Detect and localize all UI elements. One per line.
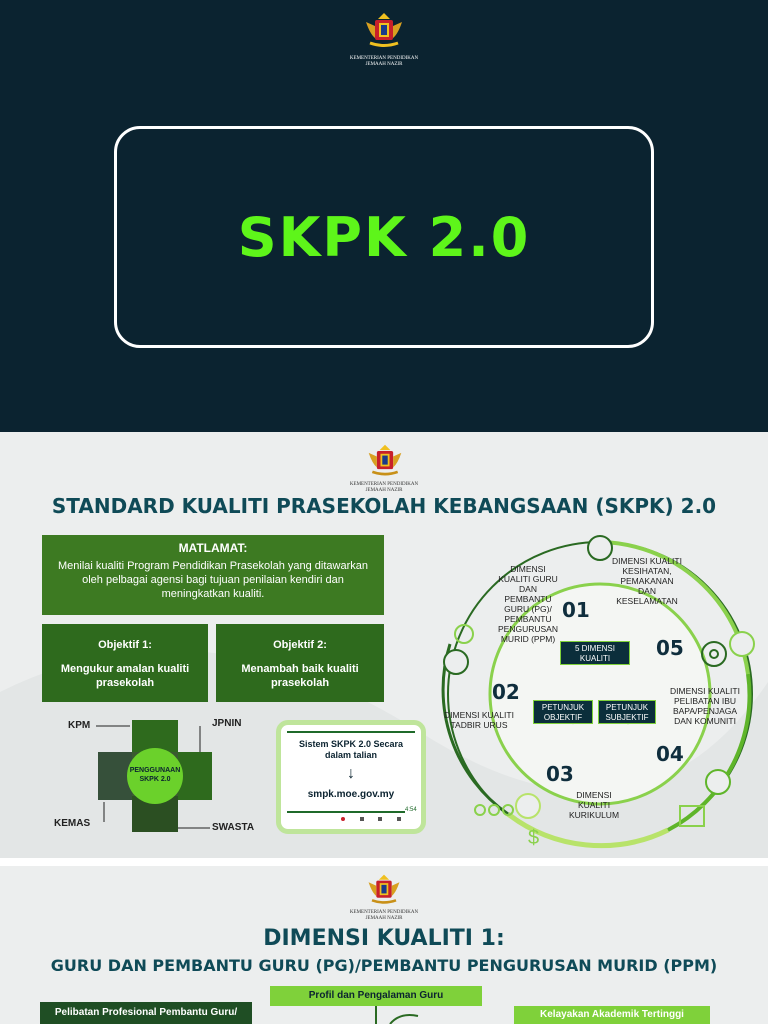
- people-icon: [475, 805, 485, 815]
- slide-heading: DIMENSI KUALITI 1:: [263, 926, 505, 951]
- save-icon[interactable]: [397, 817, 401, 821]
- slide-gap: [0, 858, 768, 866]
- like-icon[interactable]: [341, 817, 345, 821]
- comment-icon[interactable]: [360, 817, 364, 821]
- objektif-1-heading: Objektif 1:: [98, 639, 152, 651]
- dimensi-01-text: DIMENSI KUALITI GURU DAN PEMBANTU GURU (PG)/ PEMBANTU PENGURUSAN MURID (PPM): [498, 564, 558, 644]
- title-frame: [114, 126, 654, 348]
- share-icon[interactable]: [378, 817, 382, 821]
- slide-dimensi-kualiti-1: [0, 866, 768, 1024]
- card-rule: [287, 731, 415, 733]
- slide-standard-kualiti: [0, 432, 768, 858]
- petunjuk-subjektif-box: PETUNJUK SUBJEKTIF: [598, 700, 656, 724]
- sistem-url-link[interactable]: smpk.moe.gov.my: [307, 789, 395, 800]
- matlamat-text: Menilai kualiti Program Pendidikan Prasekolah yang ditawarkan oleh pelbagai agensi bagi tujuan penilaian kendiri dan meningkatkan kualiti.: [58, 560, 368, 600]
- profil-box: Profil dan Pengalaman Guru: [270, 986, 482, 1006]
- dimensi-center-box: 5 DIMENSI KUALITI: [560, 641, 630, 665]
- down-arrow-icon: ↓: [347, 765, 355, 782]
- objektif-1-box: [42, 624, 208, 702]
- malaysia-crest-icon: [360, 872, 408, 908]
- slide-title: [0, 0, 768, 432]
- label-swasta: SWASTA: [212, 822, 255, 833]
- dimensi-02-text: DIMENSI KUALITI TADBIR URUS: [444, 710, 514, 730]
- slide-title-text: SKPK 2.0: [237, 205, 531, 269]
- ministry-label: KEMENTERIAN PENDIDIKAN JEMAAH NAZIR: [349, 910, 419, 921]
- objektif-2-box: [216, 624, 384, 702]
- dimensi-05-text: DIMENSI KUALITI KESIHATAN, PEMAKANAN DAN KESELAMATAN: [612, 556, 682, 606]
- dimensi-04-number: 04: [656, 742, 684, 766]
- video-time: 4:54: [405, 807, 417, 813]
- malaysia-crest-icon: [360, 10, 408, 52]
- sistem-title: Sistem SKPK 2.0 Secara dalam talian: [298, 739, 404, 760]
- slide-heading: STANDARD KUALITI PRASEKOLAH KEBANGSAAN (SKPK) 2.0: [51, 494, 717, 518]
- petunjuk-objektif-box: PETUNJUK OBJEKTIF: [533, 700, 593, 724]
- kelayakan-box: Kelayakan Akademik Tertinggi: [514, 1006, 710, 1024]
- dimensi-04-text: DIMENSI KUALITI PELIBATAN IBU BAPA/PENJAGA DAN KOMUNITI: [670, 686, 740, 726]
- matlamat-heading: MATLAMAT:: [178, 541, 248, 555]
- dollar-icon: $: [528, 827, 540, 849]
- matlamat-box: [42, 535, 384, 615]
- dimensi-01-number: 01: [562, 598, 590, 622]
- ministry-label: KEMENTERIAN PENDIDIKAN JEMAAH NAZIR: [349, 56, 419, 67]
- objektif-1-text: Mengukur amalan kualiti prasekolah: [60, 663, 190, 689]
- dimensi-05-number: 05: [656, 636, 684, 660]
- dimensi-03-number: 03: [546, 762, 574, 786]
- dimensi-02-number: 02: [492, 680, 520, 704]
- objektif-2-text: Menambah baik kualiti prasekolah: [241, 663, 359, 689]
- sistem-online-card: [276, 720, 426, 834]
- objektif-2-heading: Objektif 2:: [273, 639, 327, 651]
- dimensi-03-text: DIMENSI KUALITI KURIKULUM: [568, 790, 620, 820]
- ministry-label: KEMENTERIAN PENDIDIKAN JEMAAH NAZIR: [349, 482, 419, 493]
- video-progress-bar[interactable]: [287, 811, 405, 813]
- connector-lines: [360, 1006, 420, 1024]
- malaysia-crest-icon: [360, 442, 410, 480]
- penggunaan-center-label: PENGGUNAAN SKPK 2.0: [129, 767, 181, 783]
- label-jpnin: JPNIN: [212, 718, 242, 729]
- label-kpm: KPM: [68, 720, 91, 731]
- label-kemas: KEMAS: [54, 818, 91, 829]
- slide-subheading: GURU DAN PEMBANTU GURU (PG)/PEMBANTU PENGURUSAN MURID (PPM): [50, 956, 718, 975]
- pelibatan-box: Pelibatan Profesional Pembantu Guru/: [40, 1002, 252, 1024]
- gear-icon: [702, 642, 726, 666]
- video-controls[interactable]: [341, 817, 401, 823]
